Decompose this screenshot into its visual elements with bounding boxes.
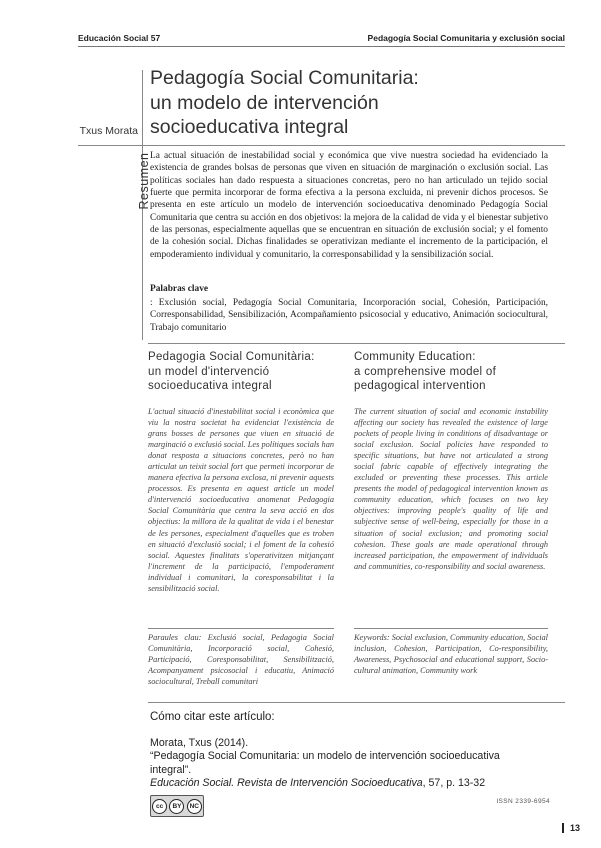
catalan-keywords-divider	[148, 628, 334, 629]
citation-title: “Pedagogía Social Comunitaria: un modelo de intervención socioeducativa	[150, 750, 500, 763]
header-divider	[78, 46, 565, 47]
catalan-abstract: L'actual situació d'inestabilitat social i econòmica que viu la nostra societat ha evidenciat l'existència de grans bosses de persones que viuen en situació de marginació o exclusió social. Les polítiques socials han donat resposta a situacions concretes, però no han articulat un teixit social fort que permeti incorporar de manera efectiva la persona exclosa, ni prevenir aquests processos. Es presenta en aquest article un model d'intervenció socioeducativa anomenat Pedagogia Social Comunitària que centra la seva acció en dos objectius: la millora de la qualitat de vida i el benestar de les persones, especialment d'aquelles que es troben en situació d'exclusió social; i el foment de la cohesió social. Aquestes finalitats s'operativitzen mitjançant l'increment de la participació, l'empoderament individual i comunitari, la coresponsabilitat i la sensibilització social.	[148, 407, 334, 593]
catalan-title	[148, 350, 334, 394]
title-line: Pedagogía Social Comunitaria:	[150, 67, 419, 89]
title-line: a comprehensive model of	[354, 365, 497, 378]
citation-heading: Cómo citar este artículo:	[150, 711, 275, 723]
citation-body	[150, 737, 570, 790]
english-title	[354, 350, 548, 394]
page-number-bar	[562, 823, 564, 833]
creative-commons-badge[interactable]	[150, 795, 204, 817]
title-line: Pedagogia Social Comunitària:	[148, 351, 315, 363]
title-line: un model d'intervenció	[148, 365, 270, 378]
author-name: Txus Morata	[79, 125, 138, 137]
article-title	[150, 66, 510, 140]
citation-author: Morata, Txus (2014).	[150, 737, 249, 749]
title-line: socioeducativa integral	[150, 116, 349, 138]
citation-journal-line	[150, 777, 570, 790]
catalan-keywords: Paraules clau: Exclusió social, Pedagogia Social Comunitària, Incorporació social, Cohesió, Participació, Coresponsabilitat, Sensibilització, Acompanyament psicosocial i educatiu, Animació sociocultural, Treball comunitari	[148, 633, 334, 687]
running-header-journal: Educación Social 57	[78, 33, 161, 43]
running-header-section: Pedagogía Social Comunitaria y exclusión social	[367, 33, 565, 43]
english-keywords-divider	[354, 628, 548, 629]
keywords-text: : Exclusión social, Pedagogía Social Comunitaria, Incorporación social, Cohesión, Participación, Corresponsabilidad, Sensibilización, Acompañamiento psicosocial y educativo, Animación sociocultural, Trabajo comunitario	[150, 298, 548, 333]
section-divider	[148, 343, 565, 344]
title-line: un modelo de intervención	[150, 91, 379, 114]
abstract-text: La actual situación de inestabilidad social y económica que vive nuestra sociedad ha evidenciado la existencia de grandes bolsas de personas que viven en situación de marginación o exclusión social. Las políticas sociales han dado respuesta a situaciones concretas, pero no han articulado un tejido social fuerte que permita incorporar de forma efectiva a la persona excluida, ni prevenir dichos procesos. Se presenta en este artículo un modelo de intervención socioeducativa denominado Pedagogía Social Comunitaria que centra su acción en dos objetivos: la mejora de la calidad de vida y el bienestar subjetivo de las personas, especialmente aquellas que se encuentran en situación de exclusión social; y el fomento de la cohesión social. Dichas finalidades se operativizan mediante el incremento de la participación, el empoderamiento individual y comunitario, la corresponsabilidad y la sensibilización social.	[150, 151, 548, 260]
citation-pages: , 57, p. 13-32	[422, 776, 486, 789]
cc-icon: cc	[152, 799, 167, 814]
title-line: socioeducativa integral	[148, 380, 272, 392]
nc-icon: NC	[187, 799, 202, 814]
citation-title-cont: integral”.	[150, 763, 192, 776]
keywords-label: Palabras clave	[150, 284, 209, 294]
by-icon: BY	[169, 799, 184, 814]
issn: ISSN 2339-6954	[496, 798, 550, 805]
page-number: 13	[570, 823, 581, 833]
citation-divider	[148, 702, 565, 703]
abstract-label: Resumen	[137, 152, 151, 210]
english-keywords: Keywords: Social exclusion, Community education, Social inclusion, Cohesion, Participation, Co-responsibility, Awareness, Psychosocial and educational support, Socio-cultural animation, Community work	[354, 633, 548, 676]
citation-journal: Educación Social. Revista de Intervención Socioeducativa	[150, 776, 423, 789]
title-line: pedagogical intervention	[354, 380, 486, 392]
english-abstract: The current situation of social and economic instability affecting our society has revealed the existence of large pockets of people living in conditions of disadvantage or social exclusion. Social policies have responded to specific situations, but have not articulated a strong social fabric capable of effectively integrating the excluded or preventing these processes. This article presents the model of pedagogical intervention known as community education, which focuses on two key objectives: improving people's quality of life and subjective sense of well-being, especially for those in a situation of social exclusion; and promoting social cohesion. These goals are made operational through increased participation, the empowerment of individuals and communities, co-responsibility and social awareness.	[354, 407, 548, 571]
title-line: Community Education:	[354, 351, 476, 363]
